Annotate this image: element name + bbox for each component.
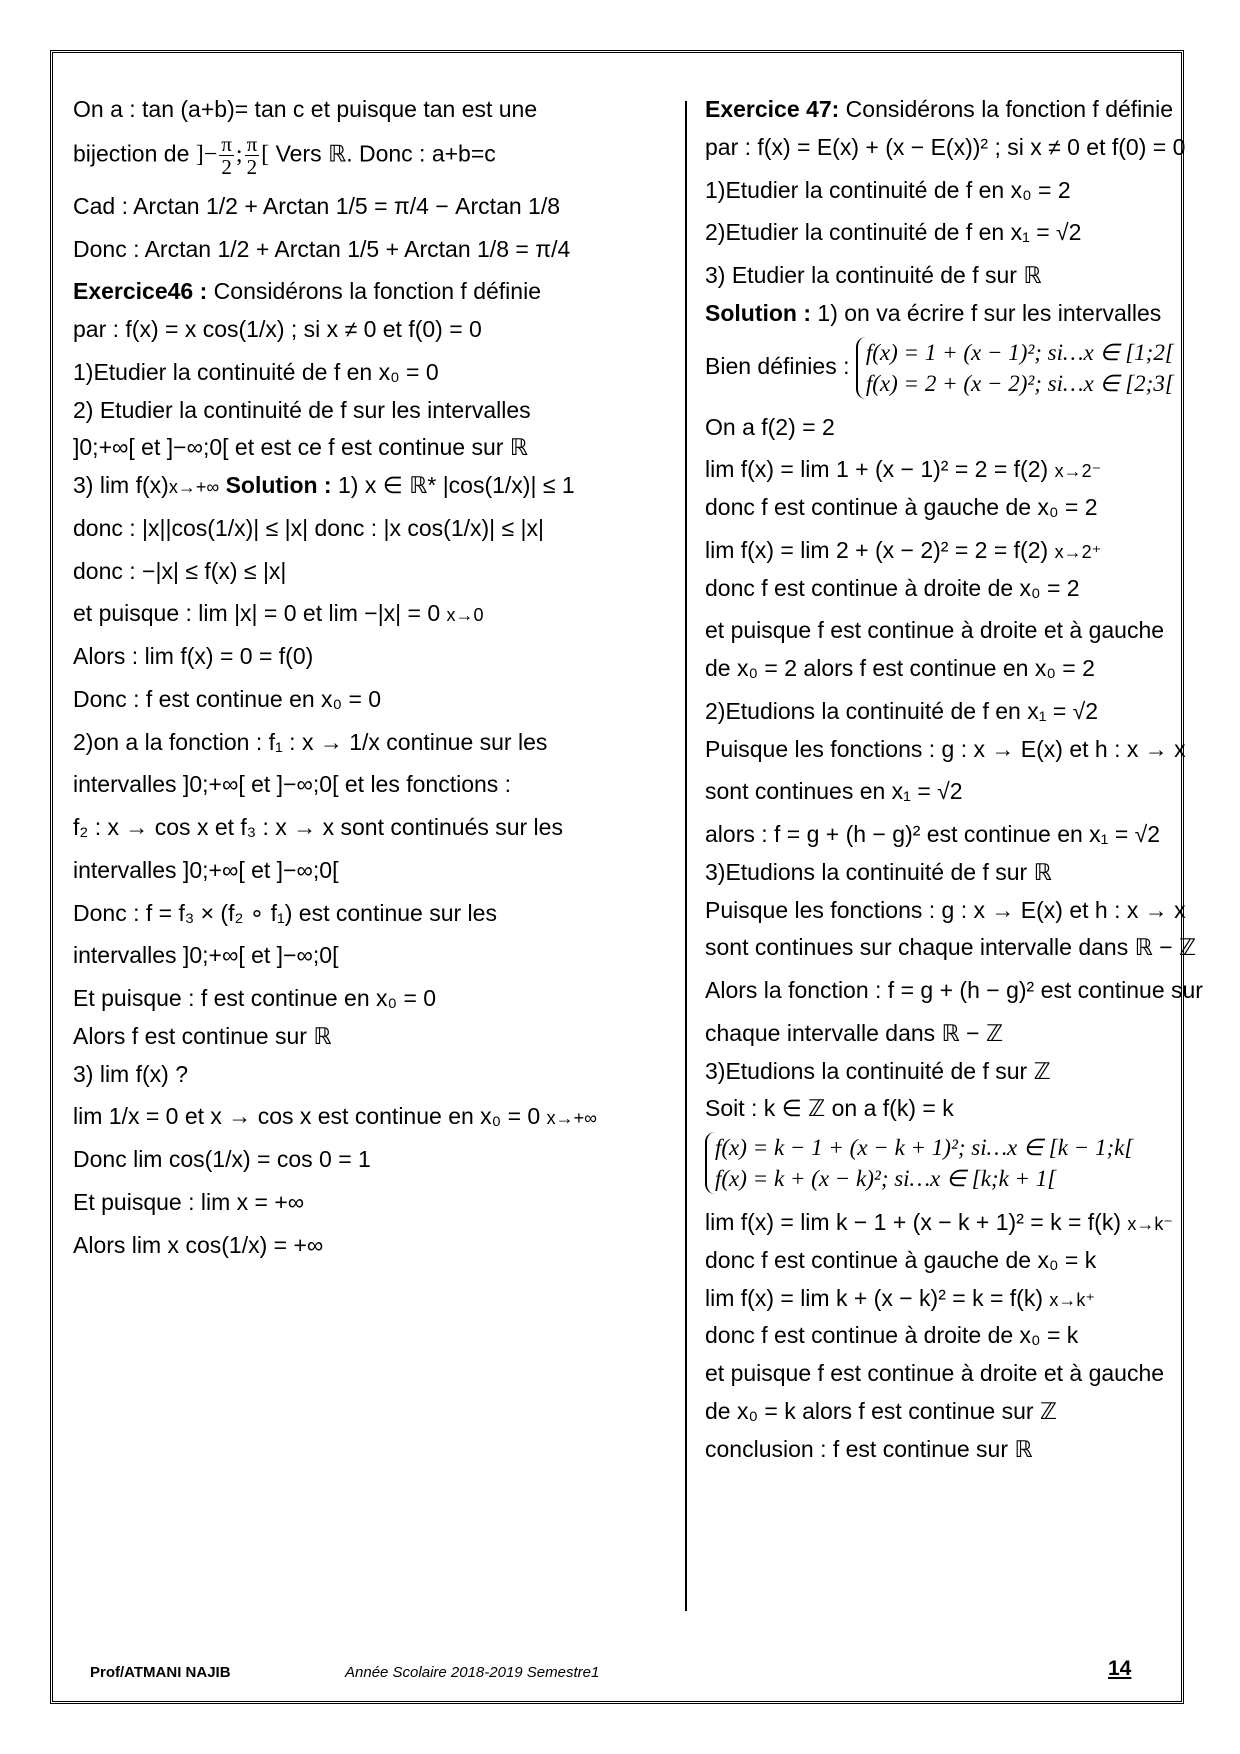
solution-line: sont continues sur chaque intervalle dans ℝ − ℤ (705, 934, 1197, 961)
text-line: bijection de ]− $\frac{\pi}{2}$ ; $\frac{\pi}{2}$ [ Vers ℝ. Donc : a+b=c (73, 131, 496, 179)
solution-line: 3)Etudions la continuité de f sur ℤ (705, 1057, 1051, 1084)
solution-line: f₂ : x → cos x et f₃ : x → x sont continués sur les (73, 814, 563, 841)
solution-line: lim f(x) = lim 2 + (x − 2)² = 2 = f(2) x→2⁺ (705, 536, 1102, 563)
solution-line: Soit : k ∈ ℤ on a f(k) = k (705, 1095, 954, 1122)
system-line: Bien définies : f(x) = 1 + (x − 1)²; si…x ∈ [1;2[ f(x) = 2 + (x − 2)²; si…x ∈ [2;3[ (705, 337, 1240, 399)
piecewise-system: f(x) = k − 1 + (x − k + 1)²; si…x ∈ [k − 1;k[ f(x) = k + (x − k)²; si…x ∈ [k;k + 1[ (705, 1132, 1133, 1194)
question-line: 2)Etudier la continuité de f en x₁ = √2 (705, 219, 1082, 246)
piecewise-system: f(x) = 1 + (x − 1)²; si…x ∈ [1;2[ f(x) = 2 + (x − 2)²; si…x ∈ [2;3[ (856, 337, 1174, 399)
solution-line: donc f est continue à gauche de x₀ = k (705, 1246, 1097, 1273)
solution-line: Alors la fonction : f = g + (h − g)² est continue sur (705, 977, 1203, 1004)
footer-author: Prof/ATMANI NAJIB (90, 1664, 231, 1681)
solution-line: 2)Etudions la continuité de f en x₁ = √2 (705, 697, 1099, 724)
solution-line: lim f(x) = lim k + (x − k)² = k = f(k) x→k⁺ (705, 1284, 1095, 1311)
page-number: 14 (1108, 1657, 1132, 1680)
solution-line: intervalles ]0;+∞[ et ]−∞;0[ (73, 942, 339, 969)
page-frame (50, 50, 1203, 1704)
solution-line: Et puisque : lim x = +∞ (73, 1188, 305, 1215)
solution-line: donc f est continue à droite de x₀ = 2 (705, 574, 1080, 601)
solution-line: Alors lim x cos(1/x) = +∞ (73, 1231, 324, 1258)
solution-line: Et puisque : f est continue en x₀ = 0 (73, 985, 437, 1012)
solution-line: alors : f = g + (h − g)² est continue en x₁ = √2 (705, 821, 1161, 848)
solution-line: 3) lim f(x) ? (73, 1060, 188, 1087)
solution-line: intervalles ]0;+∞[ et ]−∞;0[ (73, 856, 339, 883)
solution-line: lim 1/x = 0 et x → cos x est continue en x₀ = 0 x→+∞ (73, 1103, 597, 1130)
formula-line: Cad : Arctan 1/2 + Arctan 1/5 = π/4 − Arctan 1/8 (73, 192, 561, 219)
solution-line: Alors : lim f(x) = 0 = f(0) (73, 643, 314, 670)
solution-line: lim f(x) = lim 1 + (x − 1)² = 2 = f(2) x→2⁻ (705, 456, 1102, 483)
solution-line: et puisque f est continue à droite et à gauche (705, 617, 1165, 644)
solution-line: Alors f est continue sur ℝ (73, 1022, 332, 1049)
solution-line: donc f est continue à gauche de x₀ = 2 (705, 494, 1098, 521)
solution-line: sont continues en x₁ = √2 (705, 778, 963, 805)
solution-line: Donc lim cos(1/x) = cos 0 = 1 (73, 1146, 371, 1173)
solution-heading: Solution : 1) on va écrire f sur les intervalles (705, 299, 1162, 326)
solution-line: et puisque : lim |x| = 0 et lim −|x| = 0 x→0 (73, 600, 484, 627)
right-column (705, 95, 1240, 1472)
solution-line: conclusion : f est continue sur ℝ (705, 1435, 1033, 1462)
solution-line: intervalles ]0;+∞[ et ]−∞;0[ et les fonctions : (73, 771, 512, 798)
exercise-heading: Exercice 47: Considérons la fonction f définie (705, 96, 1173, 122)
formula-line: Donc : Arctan 1/2 + Arctan 1/5 + Arctan 1/8 = π/4 (73, 235, 571, 262)
solution-line: Puisque les fonctions : g : x → E(x) et h : x → x (705, 896, 1186, 923)
solution-line: Puisque les fonctions : g : x → E(x) et h : x → x (705, 735, 1186, 762)
formula-line: par : f(x) = x cos(1/x) ; si x ≠ 0 et f(0) = 0 (73, 316, 482, 343)
footer-school-year: Année Scolaire 2018-2019 Semestre1 (345, 1664, 600, 1681)
column-divider (685, 101, 687, 1611)
solution-line: Donc : f est continue en x₀ = 0 (73, 685, 382, 712)
solution-line: donc : |x||cos(1/x)| ≤ |x| donc : |x cos(1/x)| ≤ |x| (73, 514, 545, 541)
formula-line: par : f(x) = E(x) + (x − E(x))² ; si x ≠ 0 et f(0) = 0 (705, 133, 1186, 160)
left-column (73, 95, 648, 1273)
solution-line: lim f(x) = lim k − 1 + (x − k + 1)² = k = f(k) x→k⁻ (705, 1209, 1173, 1236)
question-line: 1)Etudier la continuité de f en x₀ = 0 (73, 358, 439, 385)
question-line: 3) lim f(x)x→+∞ Solution : 1) x ∈ ℝ* |cos(1/x)| ≤ 1 (73, 472, 575, 499)
solution-line: chaque intervalle dans ℝ − ℤ (705, 1019, 1004, 1046)
question-line: 2) Etudier la continuité de f sur les intervalles (73, 396, 531, 423)
text-line: On a : tan (a+b)= tan c et puisque tan est une (73, 96, 538, 122)
solution-line: Donc : f = f₃ × (f₂ ∘ f₁) est continue sur les (73, 899, 497, 926)
question-line: 3) Etudier la continuité de f sur ℝ (705, 262, 1042, 288)
system-line (705, 1132, 1240, 1194)
solution-line: de x₀ = k alors f est continue sur ℤ (705, 1397, 1058, 1424)
solution-line: 2)on a la fonction : f₁ : x → 1/x continue sur les (73, 728, 548, 755)
question-line: 1)Etudier la continuité de f en x₀ = 2 (705, 176, 1071, 203)
question-line: ]0;+∞[ et ]−∞;0[ et est ce f est continue sur ℝ (73, 434, 529, 461)
solution-line: de x₀ = 2 alors f est continue en x₀ = 2 (705, 655, 1095, 682)
solution-line: On a f(2) = 2 (705, 413, 835, 440)
solution-line: donc f est continue à droite de x₀ = k (705, 1322, 1079, 1349)
solution-line: donc : −|x| ≤ f(x) ≤ |x| (73, 557, 287, 584)
solution-line: et puisque f est continue à droite et à gauche (705, 1360, 1165, 1387)
exercise-heading: Exercice46 : Considérons la fonction f définie (73, 278, 541, 305)
solution-line: 3)Etudions la continuité de f sur ℝ (705, 858, 1052, 885)
